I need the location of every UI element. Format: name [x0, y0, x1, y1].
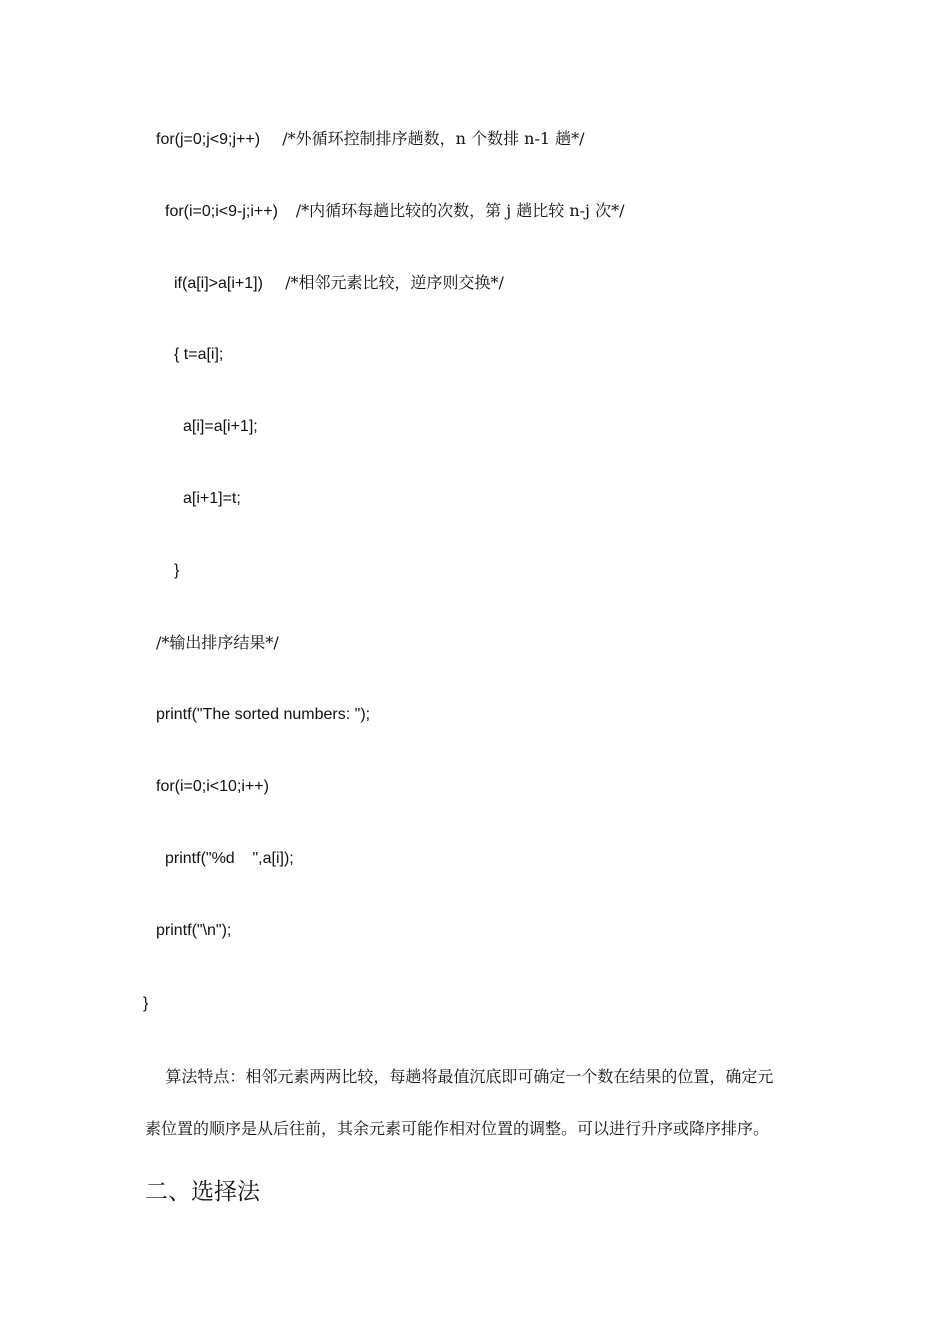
code-line-output-loop: for(i=0;i<10;i++) [156, 778, 269, 795]
code-line-swap-close: } [174, 562, 180, 579]
code-text: for(i=0;i<9-j;i++) [165, 203, 296, 220]
code-line-swap-temp: a[i+1]=t; [183, 490, 241, 507]
code-comment: /*相邻元素比较，逆序则交换*/ [285, 273, 504, 292]
code-line-if-compare [174, 273, 504, 294]
code-line-printf-value: printf("%d ",a[i]); [165, 850, 294, 867]
code-text: if(a[i]>a[i+1]) [174, 275, 286, 292]
code-text: for(j=0;j<9;j++) [156, 131, 283, 148]
code-line-printf-newline: printf("\n"); [156, 922, 232, 939]
code-line-closing-brace: } [143, 995, 149, 1012]
code-comment: /*外循环控制排序趟数，n 个数排 n-1 趟*/ [282, 129, 585, 148]
code-line-swap-open: { t=a[i]; [174, 346, 224, 363]
paragraph-line-2: 素位置的顺序是从后往前，其余元素可能作相对位置的调整。可以进行升序或降序排序。 [145, 1119, 770, 1138]
code-comment: /*内循环每趟比较的次数，第 j 趟比较 n-j 次*/ [295, 201, 625, 220]
paragraph-line-1: 算法特点：相邻元素两两比较，每趟将最值沉底即可确定一个数在结果的位置，确定元 [145, 1067, 774, 1086]
code-line-swap-assign: a[i]=a[i+1]; [183, 418, 258, 435]
code-line-inner-loop [165, 201, 624, 222]
code-line-outer-loop [156, 129, 585, 150]
code-line-printf-title: printf("The sorted numbers: "); [156, 706, 371, 723]
section-heading: 二、选择法 [145, 1179, 260, 1205]
code-line-output-comment: /*输出排序结果*/ [156, 633, 279, 652]
